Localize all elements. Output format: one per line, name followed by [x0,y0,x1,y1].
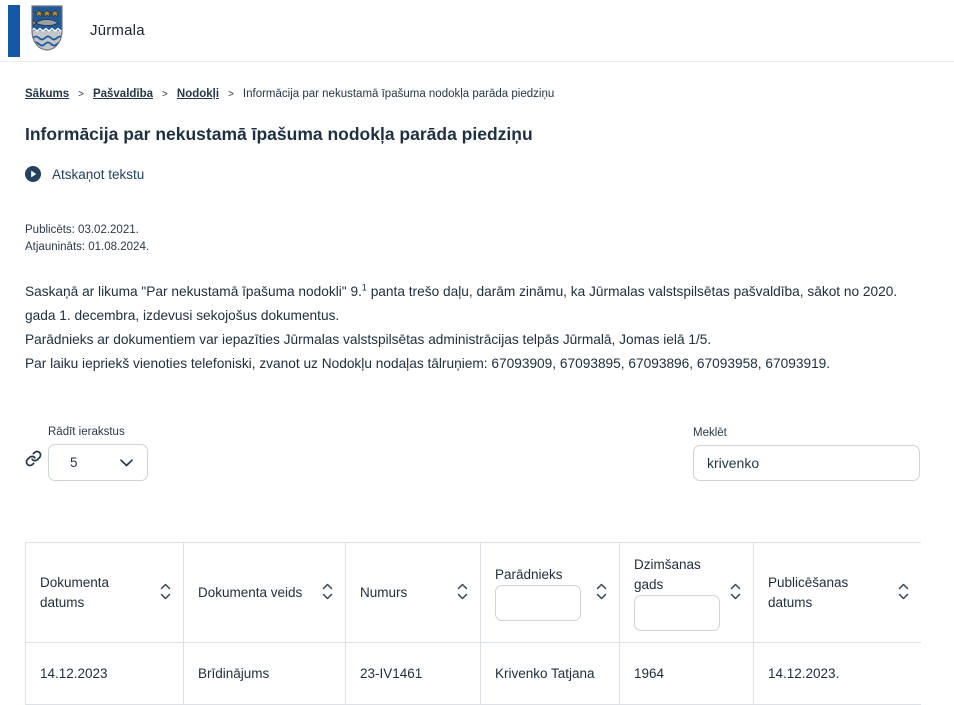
dzimsanas-gads-filter-input[interactable] [634,595,720,631]
sort-icon[interactable] [322,583,333,603]
table-row [26,643,921,705]
sort-icon[interactable] [898,583,909,603]
sort-icon[interactable] [596,583,607,603]
breadcrumb-current-page: Informācija par nekustamā īpašuma nodokļa parāda piedziņu [242,88,555,100]
published-date: Publicēts: 03.02.2021. [25,224,139,236]
breadcrumb-separator: > [162,88,168,100]
column-header-dokumenta-veids[interactable]: Dokumenta veids [184,543,346,643]
paragraph-1: Saskaņā ar likuma "Par nekustamā īpašuma nodokli" 9.$^1$ panta trešo daļu, darām zināmu, ka Jūrmalas valstspilsētas pašvaldība, sākot no 2020. gada 1. decembra, izdevusi sekojošus dokumentus. [25,282,898,323]
sort-icon[interactable] [160,583,171,603]
sort-icon[interactable] [457,583,468,603]
page-size-select[interactable] [48,444,148,481]
search-input[interactable] [693,445,920,481]
play-text-button[interactable] [25,166,920,182]
play-button-label: Atskaņot tekstu [52,166,145,182]
cell-publicesanas-datums: 14.12.2023. [754,643,921,705]
search-control [693,427,920,481]
sort-icon[interactable] [730,583,741,603]
paradnieks-filter-input[interactable] [495,585,581,621]
paragraph-3: Par laiku iepriekš vienoties telefoniski, zvanot uz Nodokļu nodaļas tālruņiem: 67093909, 67093895, 67093896, 67093958, 67093919. [25,356,831,371]
breadcrumb-link-sakums[interactable]: Sākums [25,88,70,100]
page-title: Informācija par nekustamā īpašuma nodokļa parāda piedziņu [25,124,533,144]
column-header-dzimsanas-gads[interactable]: Dzimšanas gads [620,543,754,643]
breadcrumb-separator: > [78,88,84,100]
header-accent-bar [8,5,20,57]
column-header-publicesanas-datums[interactable]: Publicēšanas datums [754,543,921,643]
show-entries-label: Rādīt ierakstus [48,426,125,438]
column-header-dokumenta-datums[interactable]: Dokumenta datums [26,543,184,643]
link-icon[interactable] [25,450,42,472]
breadcrumb-separator: > [228,88,234,100]
breadcrumb-link-nodokli[interactable]: Nodokļi [176,88,220,100]
page-size-value: 5 [70,455,78,470]
updated-date: Atjaunināts: 01.08.2024. [25,241,150,253]
site-header [0,0,954,62]
search-label: Meklēt [693,427,727,439]
cell-dokumenta-datums: 14.12.2023 [26,643,184,705]
column-header-paradnieks[interactable]: Parādnieks [481,543,620,643]
article-body [25,280,920,376]
table-header-row [26,543,921,643]
chevron-down-icon [120,455,133,470]
column-header-numurs[interactable]: Numurs [346,543,481,643]
cell-numurs: 23-IV1461 [346,643,481,705]
play-icon [25,166,41,182]
breadcrumb-link-pasvaldiba[interactable]: Pašvaldība [92,88,154,100]
jurmala-coat-of-arms-icon [30,4,64,57]
cell-paradnieks: Krivenko Tatjana [481,643,620,705]
site-name: Jūrmala [90,22,145,39]
publication-dates [25,222,920,256]
cell-dzimsanas-gads: 1964 [620,643,754,705]
documents-table [25,542,921,705]
superscript-1: 1 [361,282,367,293]
show-entries-control [25,426,148,481]
paragraph-2: Parādnieks ar dokumentiem var iepazīties Jūrmalas valstspilsētas administrācijas telpās Jūrmalā, Jomas ielā 1/5. [25,332,712,347]
cell-dokumenta-veids: Brīdinājums [184,643,346,705]
breadcrumb [25,88,920,100]
table-controls [25,426,920,481]
